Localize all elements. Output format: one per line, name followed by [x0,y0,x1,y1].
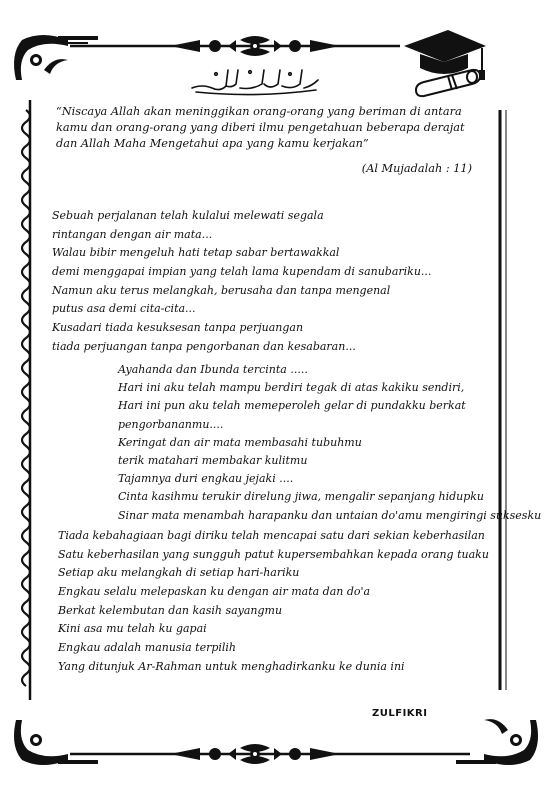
author-signature: ZULFIKRI [372,708,428,719]
poem-line: Cinta kasihmu terukir direlung jiwa, mengalir sepanjang hidupku [118,490,485,504]
poem-stanza-2 [118,361,541,525]
poem-line: Kini asa mu telah ku gapai [58,622,207,636]
graduation-cap-icon [402,24,486,102]
poem-line: pengorbananmu.... [118,417,224,431]
poem-line: Hari ini aku telah mampu berdiri tegak di atas kakiku sendiri, [118,381,465,395]
poem-line: Sebuah perjalanan telah kulalui melewati segala [52,209,324,222]
poem-line: Yang ditunjuk Ar-Rahman untuk menghadirkanku ke dunia ini [58,659,405,673]
poem-line: Walau bibir mengeluh hati tetap sabar bertawakkal [52,246,340,260]
poem-line: Ayahanda dan Ibunda tercinta ..... [118,363,308,376]
poem-line: Setiap aku melangkah di setiap hari-hariku [58,566,300,580]
poem-line: tiada perjuangan tanpa pengorbanan dan kesabaran... [52,339,356,353]
quran-verse: “Niscaya Allah akan meninggikan orang-orang yang beriman di antara kamu dan orang-orang yang diberi ilmu pengetahuan beberapa derajat dan Allah Maha Mengetahui apa yang kamu kerjakan” [56,105,465,150]
poem-stanza-3 [58,527,489,677]
poem-line: Keringat dan air mata membasahi tubuhmu [118,435,362,449]
poem-line: Namun aku terus melangkah, berusaha dan tanpa mengenal [52,283,391,297]
poem-line: Tiada kebahagiaan bagi diriku telah mencapai satu dari sekian keberhasilan [58,529,485,542]
poem-line: Berkat kelembutan dan kasih sayangmu [58,603,283,617]
poem-line: demi menggapai impian yang telah lama kupendam di sanubariku... [52,265,432,279]
poem-line: Tajamnya duri engkau jejaki .... [118,472,294,486]
poem-line: Hari ini pun aku telah memeperoleh gelar di pundakku berkat [118,399,466,413]
poem-line: terik matahari membakar kulitmu [118,453,308,467]
poem-line: Engkau selalu melepaskan ku dengan air mata dan do'a [58,585,371,599]
poem-line: Satu keberhasilan yang sungguh patut kupersembahkan kepada orang tuaku [58,547,489,561]
verse-reference: (Al Mujadalah : 11) [361,162,472,175]
poem-stanza-1 [52,207,431,357]
bismillah-calligraphy [186,62,326,96]
poem-line: rintangan dengan air mata... [52,227,213,241]
poem-line: Kusadari tiada kesuksesan tanpa perjuangan [52,321,304,335]
poem-line: putus asa demi cita-cita... [52,302,196,316]
poem-line: Sinar mata menambah harapanku dan untaian do'amu mengiringi suksesku [118,508,542,522]
poem-line: Engkau adalah manusia terpilih [58,641,237,655]
